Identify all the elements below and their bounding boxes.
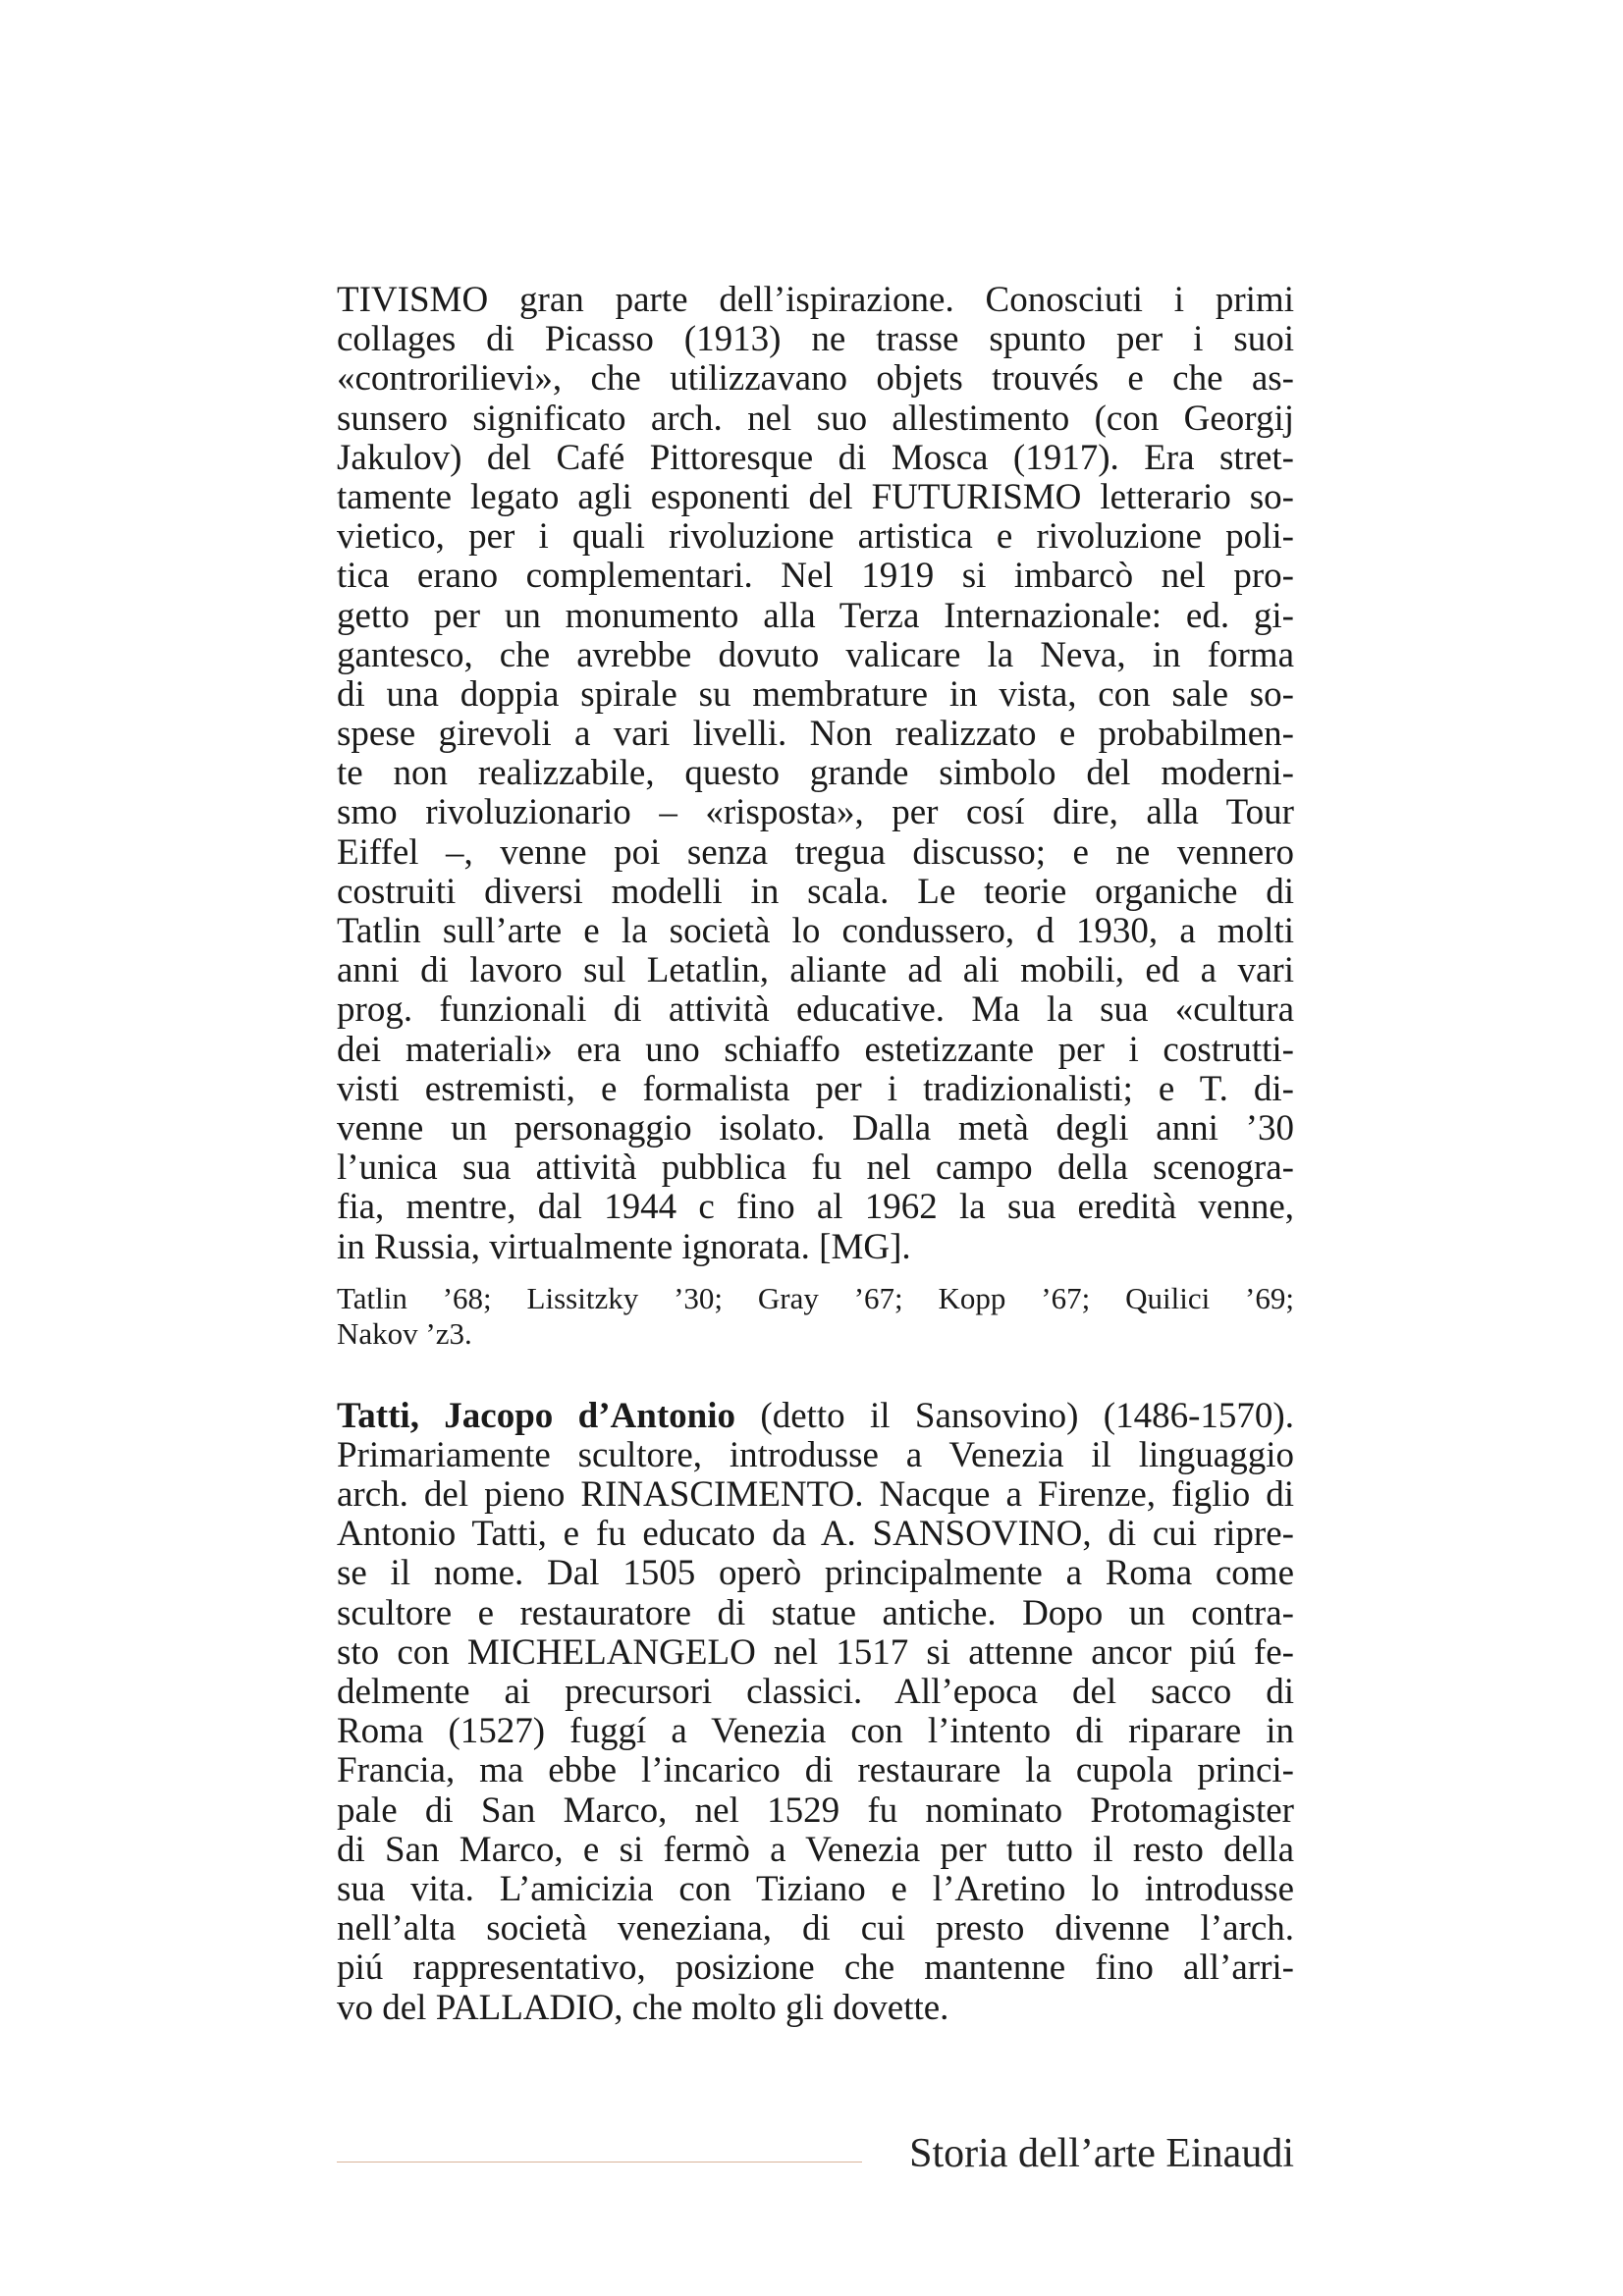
text-line: getto per un monumento alla Terza Internazionale: ed. gi- bbox=[337, 596, 1294, 636]
text-line: Francia, ma ebbe l’incarico di restaurare la cupola princi- bbox=[337, 1751, 1294, 1791]
text-line: Primariamente scultore, introdusse a Venezia il linguaggio bbox=[337, 1435, 1294, 1475]
text-line: Eiffel –, venne poi senza tregua discusso; e ne vennero bbox=[337, 832, 1294, 873]
text-line: gantesco, che avrebbe dovuto valicare la Neva, in forma bbox=[337, 635, 1294, 675]
text-line: vo del PALLADIO, che molto gli dovette. bbox=[337, 1988, 949, 2028]
text-line: Tatlin sull’arte e la società lo condussero, d 1930, a molti bbox=[337, 912, 1294, 951]
text-line: nell’alta società veneziana, di cui presto divenne l’arch. bbox=[337, 1909, 1294, 1949]
text-line: visti estremisti, e formalista per i tradizionalisti; e T. di- bbox=[337, 1069, 1294, 1109]
text-line: di una doppia spirale su membrature in vista, con sale so- bbox=[337, 674, 1294, 715]
text-line: fia, mentre, dal 1944 c fino al 1962 la sua eredità venne, bbox=[337, 1188, 1294, 1228]
text-line: anni di lavoro sul Letatlin, aliante ad ali mobili, ed a vari bbox=[337, 951, 1294, 991]
entry-dates: (detto il Sansovino) (1486-1570). bbox=[735, 1396, 1294, 1436]
text-line: venne un personaggio isolato. Dalla metà degli anni ’30 bbox=[337, 1108, 1294, 1148]
article-continuation bbox=[337, 281, 1294, 1267]
text-line: arch. del pieno RINASCIMENTO. Nacque a Firenze, figlio di bbox=[337, 1475, 1294, 1516]
text-line: collages di Picasso (1913) ne trasse spunto per i suoi bbox=[337, 320, 1294, 360]
text-line: costruiti diversi modelli in scala. Le teorie organiche di bbox=[337, 872, 1294, 912]
text-line: sunsero significato arch. nel suo allestimento (con Georgij bbox=[337, 399, 1294, 439]
text-line: l’unica sua attività pubblica fu nel campo della scenogra- bbox=[337, 1148, 1294, 1189]
text-line: te non realizzabile, questo grande simbolo del moderni- bbox=[337, 754, 1294, 794]
text-line: smo rivoluzionario – «risposta», per cosí dire, alla Tour bbox=[337, 793, 1294, 833]
text-line: pale di San Marco, nel 1529 fu nominato Protomagister bbox=[337, 1790, 1294, 1831]
text-line: Jakulov) del Café Pittoresque di Mosca (1917). Era stret- bbox=[337, 438, 1294, 478]
page-footer bbox=[337, 2128, 1294, 2187]
entry-headword: Tatti, Jacopo d’Antonio bbox=[337, 1396, 736, 1436]
text-line: spese girevoli a vari livelli. Non realizzato e probabilmen- bbox=[337, 715, 1294, 755]
text-line: dei materiali» era uno schiaffo estetizzante per i costrutti- bbox=[337, 1030, 1294, 1070]
text-line: di San Marco, e si fermò a Venezia per tutto il resto della bbox=[337, 1830, 1294, 1870]
text-line: Antonio Tatti, e fu educato da A. SANSOVINO, di cui ripre- bbox=[337, 1515, 1294, 1555]
text-line: prog. funzionali di attività educative. Ma la sua «cultura bbox=[337, 990, 1294, 1031]
footer-title: Storia dell’arte Einaudi bbox=[909, 2131, 1294, 2176]
text-line: Nakov ’z3. bbox=[337, 1315, 472, 1351]
text-line: tica erano complementari. Nel 1919 si imbarcò nel pro- bbox=[337, 557, 1294, 597]
text-line: in Russia, virtualmente ignorata. [MG]. bbox=[337, 1227, 911, 1267]
page-body bbox=[337, 281, 1294, 2028]
entry-first-line bbox=[337, 1397, 1294, 1436]
text-line: TIVISMO gran parte dell’ispirazione. Conosciuti i primi bbox=[337, 281, 1294, 320]
text-line: sua vita. L’amicizia con Tiziano e l’Aretino lo introdusse bbox=[337, 1869, 1294, 1909]
text-line: sto con MICHELANGELO nel 1517 si attenne ancor piú fe- bbox=[337, 1632, 1294, 1673]
text-line: Roma (1527) fuggí a Venezia con l’intento di riparare in bbox=[337, 1712, 1294, 1752]
text-line: delmente ai precursori classici. All’epoca del sacco di bbox=[337, 1673, 1294, 1712]
text-line: Tatlin ’68; Lissitzky ’30; Gray ’67; Kopp ’67; Quilici ’69; bbox=[337, 1280, 1294, 1315]
text-line: tamente legato agli esponenti del FUTURISMO letterario so- bbox=[337, 477, 1294, 517]
text-line: piú rappresentativo, posizione che mantenne fino all’arri- bbox=[337, 1949, 1294, 1989]
footer-rule bbox=[337, 2162, 862, 2163]
text-line: se il nome. Dal 1505 operò principalmente a Roma come bbox=[337, 1554, 1294, 1594]
dictionary-entry bbox=[337, 1397, 1294, 2028]
entry-body bbox=[337, 1436, 1294, 2028]
text-line: vietico, per i quali rivoluzione artistica e rivoluzione poli- bbox=[337, 517, 1294, 558]
bibliography-references bbox=[337, 1281, 1294, 1352]
text-line: «controrilievi», che utilizzavano objets trouvés e che as- bbox=[337, 359, 1294, 400]
text-line: scultore e restauratore di statue antiche. Dopo un contra- bbox=[337, 1593, 1294, 1633]
